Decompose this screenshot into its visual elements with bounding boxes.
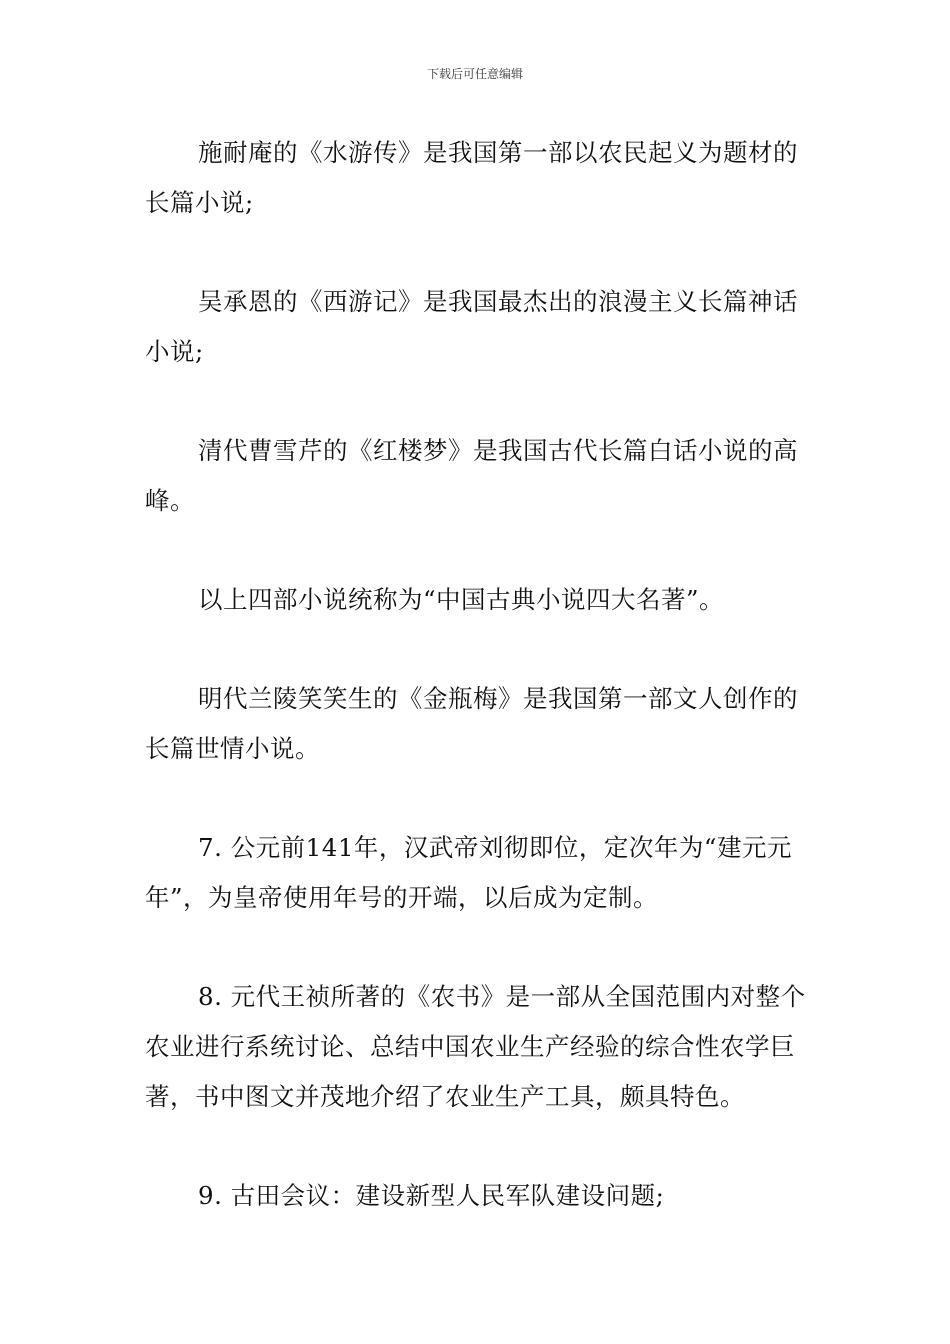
paragraph-hongloumeng: 清代曹雪芹的《红楼梦》是我国古代长篇白话小说的高峰。 — [145, 436, 798, 515]
paragraph-item-9: 9. 古田会议：建设新型人民军队建设问题; — [198, 1181, 665, 1210]
paragraph-item-8: 8. 元代王祯所著的《农书》是一部从全国范围内对整个农业进行系统讨论、总结中国农业生产经验的综合性农学巨著，书中图文并茂地介绍了农业生产工具，颇具特色。 — [145, 982, 806, 1111]
paragraph-shuihu: 施耐庵的《水游传》是我国第一部以农民起义为题材的长篇小说; — [145, 138, 798, 217]
paragraph-item-7: 7. 公元前141年，汉武帝刘彻即位，定次年为“建元元年”，为皇帝使用年号的开端，以后成为定制。 — [145, 833, 792, 912]
document-body — [145, 128, 810, 1270]
paragraph-four-classics: 以上四部小说统称为“中国古典小说四大名著”。 — [198, 585, 725, 614]
page-header: 下载后可任意编辑 — [426, 67, 523, 81]
paragraph-xiyouji: 吴承恩的《西游记》是我国最杰出的浪漫主义长篇神话小说; — [145, 287, 798, 366]
paragraph-jinpingmei: 明代兰陵笑笑生的《金瓶梅》是我国第一部文人创作的长篇世情小说。 — [145, 684, 798, 763]
